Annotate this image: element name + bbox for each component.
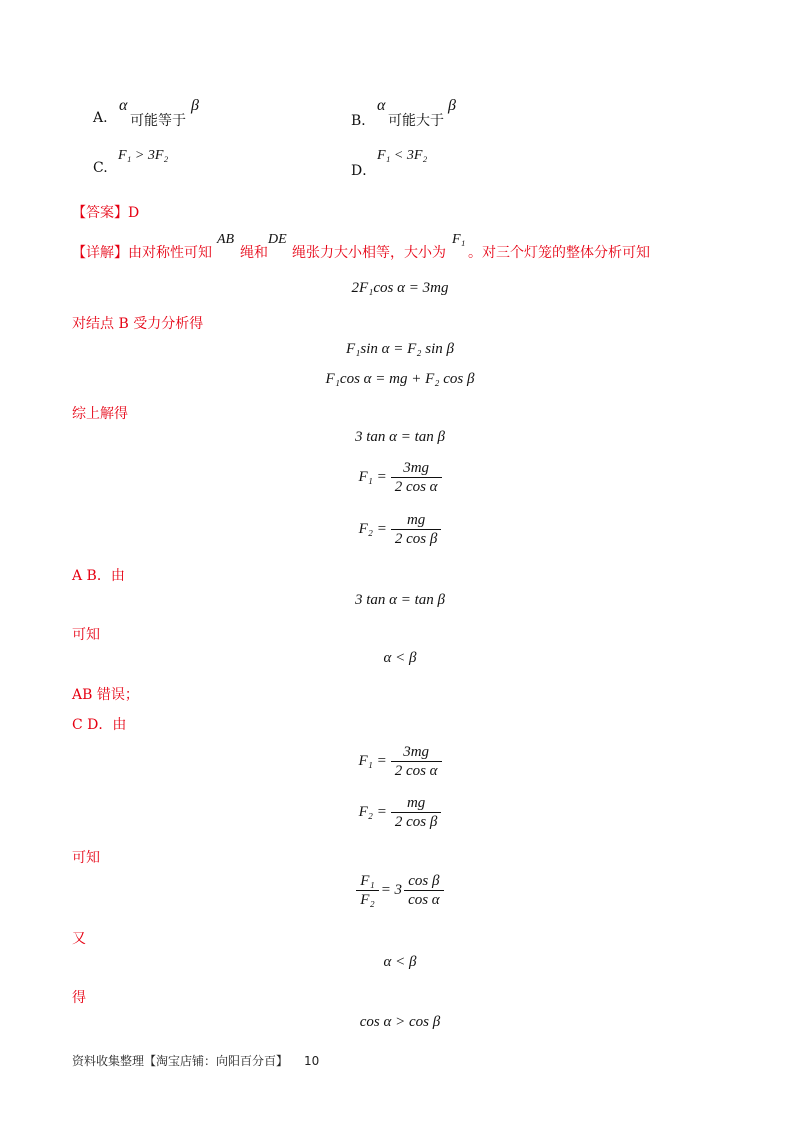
eq-f1 xyxy=(0,459,800,496)
eq-f1-fraction xyxy=(391,459,442,496)
text-summary: 综上解得 xyxy=(72,406,128,422)
eq-ratio xyxy=(0,872,800,909)
option-d-label: D． xyxy=(351,163,377,179)
option-a-alpha: α xyxy=(119,97,128,114)
text-get: 得 xyxy=(72,990,86,1006)
detail-prefix: 【详解】 xyxy=(72,245,128,261)
eq-ratio-right xyxy=(404,872,444,909)
eq-5: 3 tan α = tan β xyxy=(354,592,446,608)
eq-f2 xyxy=(0,511,800,548)
eq-2: F₁sin α = F₂ sin β xyxy=(346,341,454,357)
detail-f1: F₁ xyxy=(452,232,466,247)
eq-ratio-left xyxy=(356,872,378,909)
detail-ab: AB xyxy=(217,232,235,247)
text-ab-wrong: AB 错误； xyxy=(72,687,139,703)
eq-ratio-rnum: cos β xyxy=(408,873,440,889)
option-b-label: B． xyxy=(351,113,376,129)
eq-f1-den: 2 cos α xyxy=(391,477,442,496)
eq-f2b xyxy=(0,794,800,831)
option-b-beta: β xyxy=(448,97,456,114)
text-know-1: 可知 xyxy=(72,627,100,643)
detail-t3: 绳张力大小相等，大小为 xyxy=(292,245,446,261)
eq-ratio-rden: cos α xyxy=(404,890,444,909)
eq-8: cos α > cos β xyxy=(359,1014,441,1030)
eq-f2-lhs: F₂ = xyxy=(358,521,387,537)
text-again: 又 xyxy=(72,931,86,947)
option-c-expr: F₁ > 3F₂ xyxy=(118,148,169,163)
footer xyxy=(72,1052,319,1069)
eq-7: α < β xyxy=(383,954,417,970)
eq-f2-fraction xyxy=(391,511,441,548)
eq-f2-num: mg xyxy=(406,512,426,528)
option-d-expr: F₁ < 3F₂ xyxy=(377,148,428,163)
option-c-label: C. xyxy=(93,160,108,176)
text-node-analysis: 对结点 B 受力分析得 xyxy=(72,316,204,332)
text-cd-by: C D．由 xyxy=(72,717,127,733)
eq-f2-den: 2 cos β xyxy=(391,529,441,548)
eq-f1b-num: 3mg xyxy=(403,744,430,760)
detail-line xyxy=(72,242,212,262)
detail-de: DE xyxy=(268,232,287,247)
option-a-text: 可能等于 xyxy=(130,113,186,129)
eq-ratio-num: F₁ xyxy=(360,873,375,889)
text-ab-by: A B．由 xyxy=(72,568,125,584)
eq-f2b-fraction xyxy=(391,794,441,831)
text-know-2: 可知 xyxy=(72,850,100,866)
eq-1: 2F₁cos α = 3mg xyxy=(351,280,449,296)
option-b-alpha: α xyxy=(377,97,386,114)
eq-4: 3 tan α = tan β xyxy=(354,429,446,445)
answer-prefix: 【答案】 xyxy=(72,205,128,221)
answer-value: D xyxy=(128,205,140,221)
eq-6: α < β xyxy=(383,650,417,666)
answer-line xyxy=(72,202,139,222)
eq-f1-num: 3mg xyxy=(403,460,430,476)
option-a-label: A. xyxy=(93,110,108,126)
eq-f2b-lhs: F₂ = xyxy=(358,804,387,820)
eq-f2b-num: mg xyxy=(406,795,426,811)
eq-ratio-den: F₂ xyxy=(356,890,378,909)
eq-f1b-den: 2 cos α xyxy=(391,761,442,780)
eq-ratio-mid: = 3 xyxy=(380,882,403,898)
option-a-beta: β xyxy=(191,97,199,114)
page-number: 10 xyxy=(304,1054,320,1068)
detail-t2: 绳和 xyxy=(240,245,268,261)
detail-t1: 由对称性可知 xyxy=(128,245,212,261)
eq-f1b-lhs: F₁ = xyxy=(358,753,387,769)
eq-f2b-den: 2 cos β xyxy=(391,812,441,831)
footer-text: 资料收集整理【淘宝店铺：向阳百分百】 xyxy=(72,1054,289,1068)
eq-3: F₁cos α = mg + F₂ cos β xyxy=(325,371,475,387)
eq-f1-lhs: F₁ = xyxy=(358,469,387,485)
option-b-text: 可能大于 xyxy=(388,113,444,129)
detail-t4: 。对三个灯笼的整体分析可知 xyxy=(468,245,650,261)
eq-f1b-fraction xyxy=(391,743,442,780)
eq-f1b xyxy=(0,743,800,780)
